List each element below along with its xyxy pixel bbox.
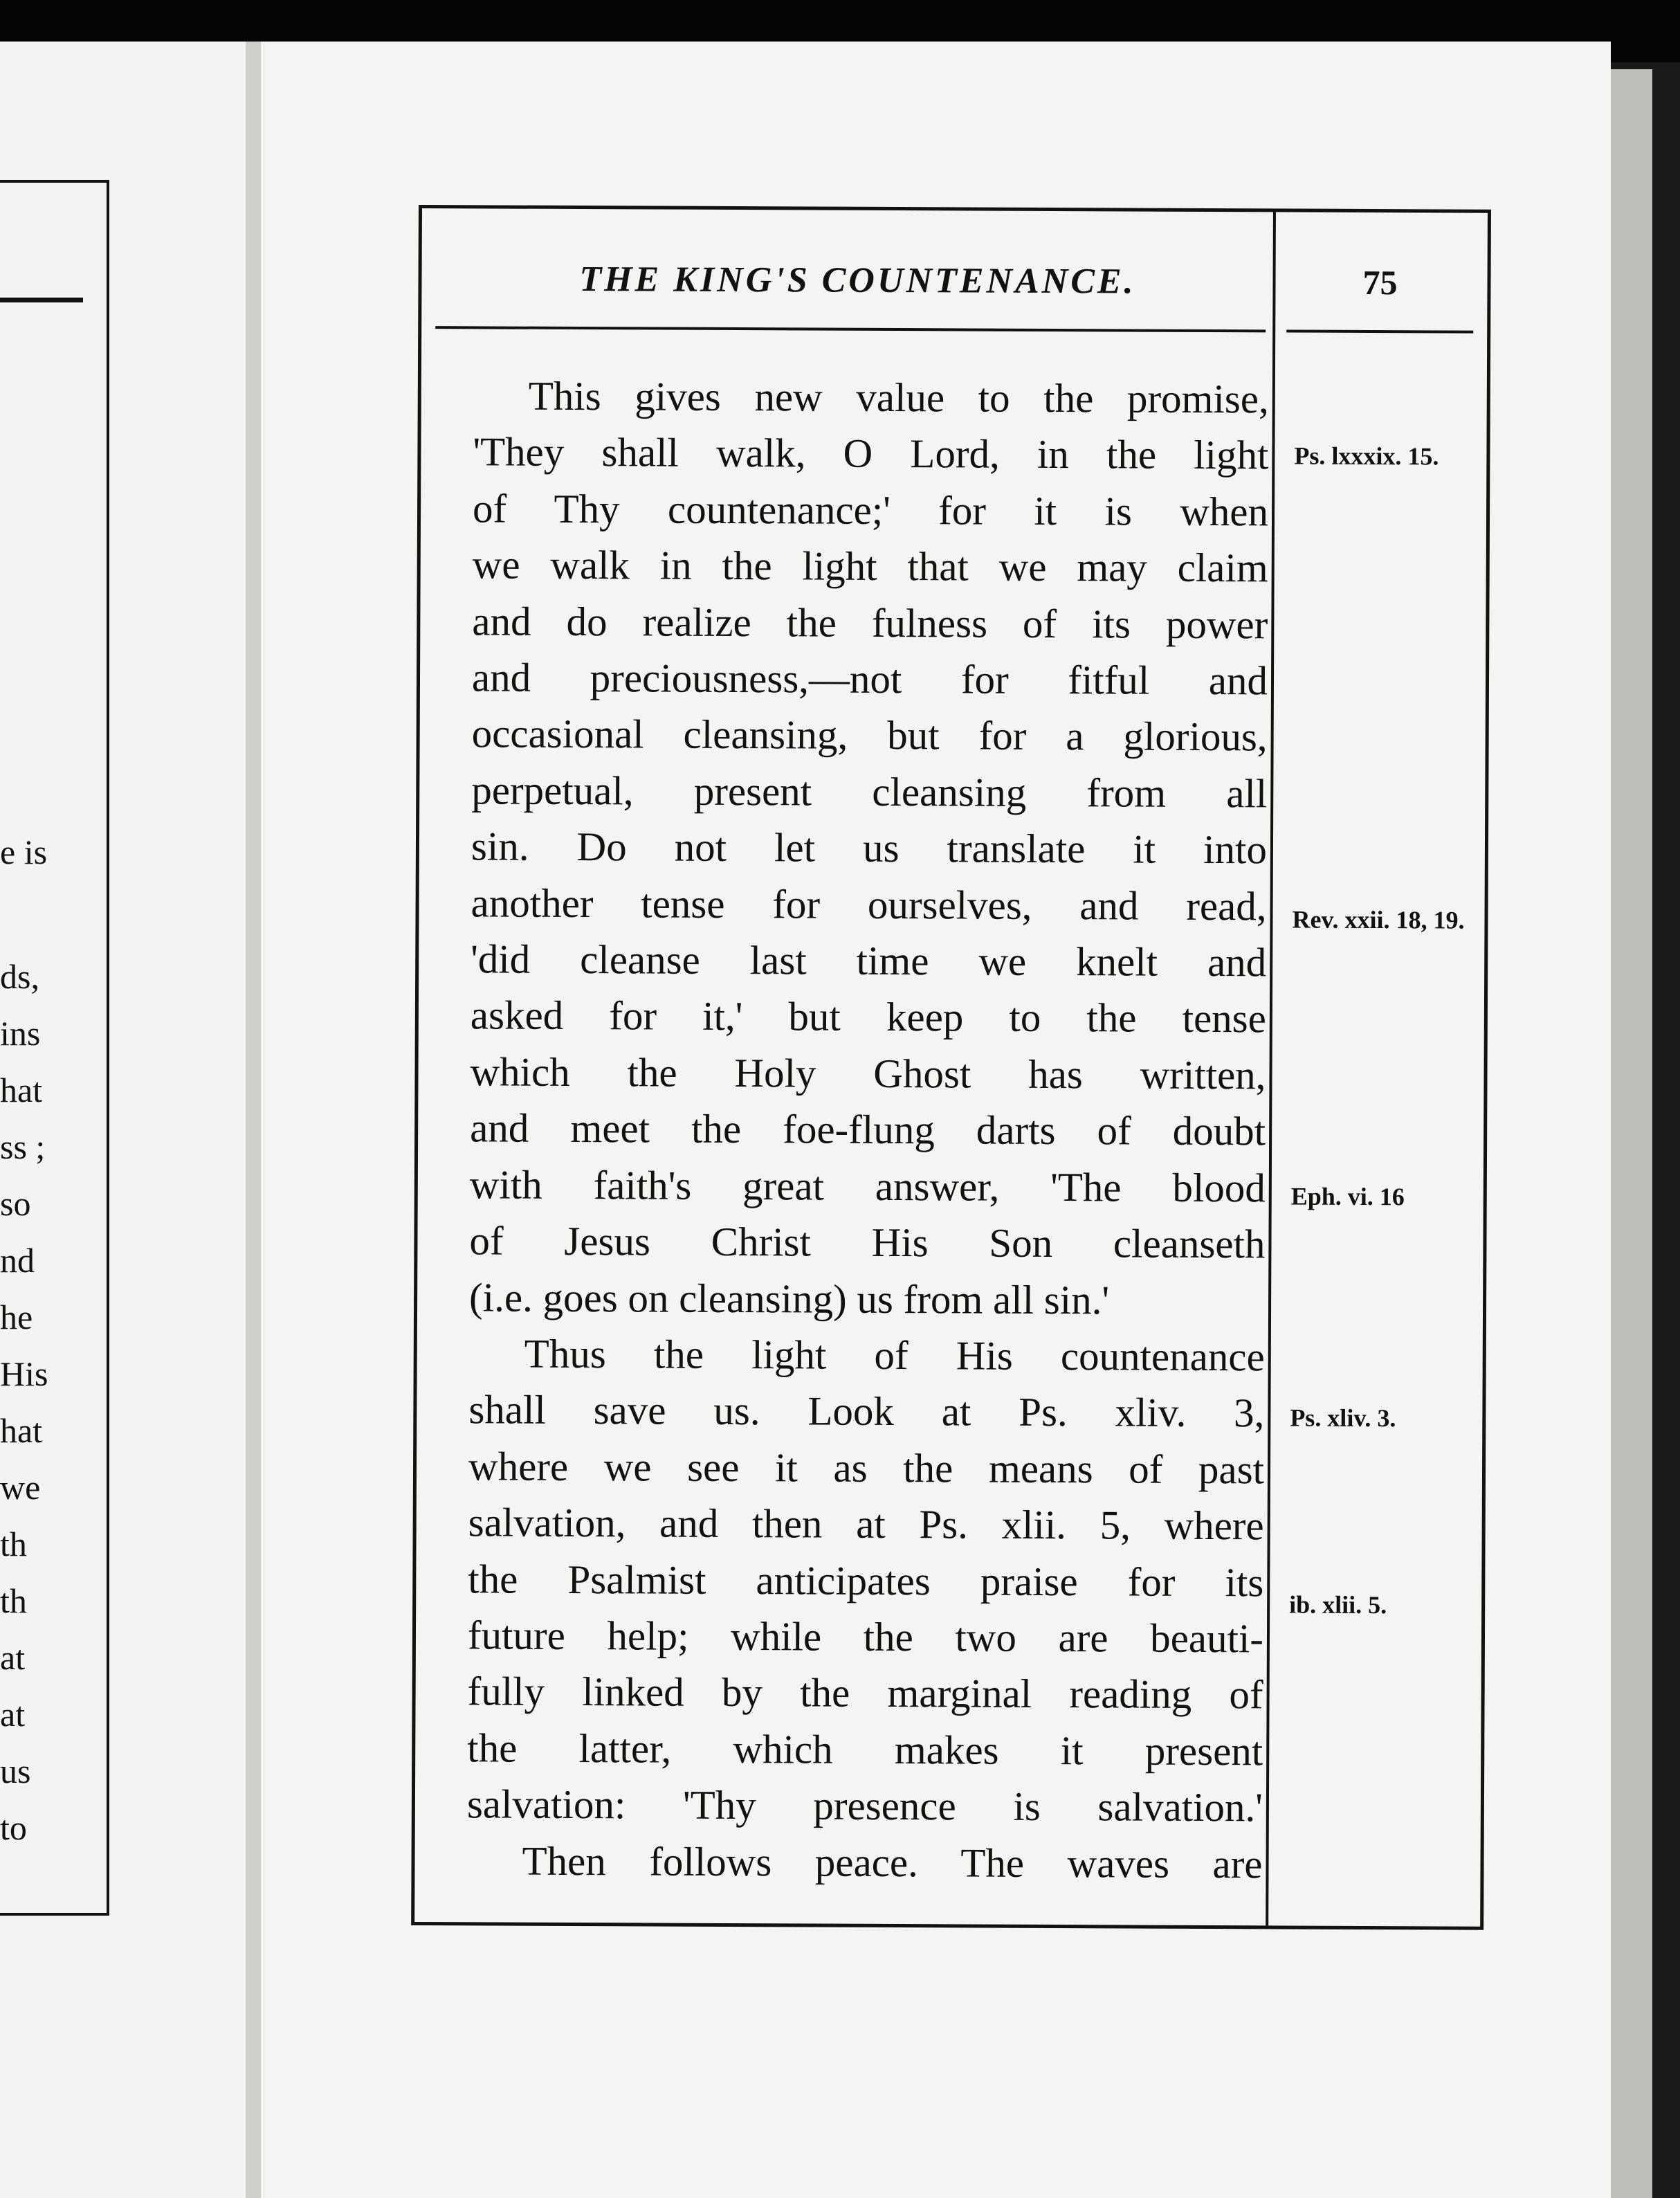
text-line: and preciousness,—not for fitful and <box>471 654 1268 704</box>
text-line: 'They shall walk, O Lord, in the light <box>473 428 1269 478</box>
page-frame <box>411 205 1491 1930</box>
text-line: future help; while the two are beauti- <box>467 1612 1264 1662</box>
text-line: salvation, and then at Ps. xlii. 5, where <box>468 1499 1264 1549</box>
body-text <box>466 367 1269 1892</box>
book-page <box>261 42 1611 2198</box>
running-head: THE KING'S COUNTENANCE. <box>579 260 1136 302</box>
text-line: Then follows peace. The waves are <box>522 1837 1263 1887</box>
text-line: occasional cleansing, but for a glorious, <box>471 710 1268 760</box>
header-rule <box>435 326 1266 332</box>
facing-page-text-fragment: so <box>0 1184 31 1223</box>
margin-note-ps-lxxxix: Ps. lxxxix. 15. <box>1294 442 1439 471</box>
facing-page-text-fragment: hat <box>0 1071 43 1109</box>
text-line: shall save us. Look at Ps. xliv. 3, <box>468 1386 1265 1436</box>
facing-page-text-fragment: th <box>0 1581 27 1620</box>
text-line: which the Holy Ghost has written, <box>470 1048 1266 1098</box>
facing-page-text-fragment: at <box>0 1695 26 1734</box>
margin-note-ib-xlii: ib. xlii. 5. <box>1289 1590 1387 1619</box>
text-line: of Thy countenance;' for it is when <box>472 485 1269 535</box>
margin-note-eph-vi: Eph. vi. 16 <box>1290 1182 1405 1211</box>
text-line: another tense for ourselves, and read, <box>471 879 1267 929</box>
text-line: with faith's great answer, 'The blood <box>469 1161 1266 1211</box>
facing-page-text-fragment: His <box>0 1354 48 1393</box>
page-number: 75 <box>1362 262 1398 302</box>
facing-page-text-fragment: we <box>0 1468 41 1507</box>
text-line: This gives new value to the promise, <box>528 372 1269 422</box>
text-line: (i.e. goes on cleansing) us from all sin.' <box>468 1273 1110 1323</box>
text-line: and do realize the fulness of its power <box>472 597 1268 647</box>
text-line: fully linked by the marginal reading of <box>467 1668 1263 1718</box>
facing-page-text-fragment: e is <box>0 833 48 871</box>
text-line: Thus the light of His countenance <box>524 1330 1265 1380</box>
facing-page-text-fragment: ds, <box>0 957 39 996</box>
header-rule-margin <box>1286 329 1473 333</box>
page-edge <box>1611 69 1652 2198</box>
text-line: salvation: 'Thy presence is salvation.' <box>466 1781 1263 1831</box>
book-gutter <box>246 42 261 2198</box>
facing-page-text-fragment: at <box>0 1638 26 1677</box>
text-line: asked for it,' but keep to the tense <box>470 992 1267 1042</box>
facing-page-text-fragment: to <box>0 1808 27 1847</box>
facing-page-text-fragment: ins <box>0 1014 41 1053</box>
text-line: sin. Do not let us translate it into <box>471 823 1268 873</box>
facing-page-text-fragment: ss ; <box>0 1127 46 1166</box>
text-line: we walk in the light that we may claim <box>472 541 1268 591</box>
facing-page-text-fragment: us <box>0 1752 31 1790</box>
text-line: where we see it as the means of past <box>468 1443 1265 1493</box>
text-line: perpetual, present cleansing from all <box>471 767 1268 817</box>
facing-page <box>0 42 257 2198</box>
margin-note-rev-xxii: Rev. xxii. 18, 19. <box>1292 905 1465 934</box>
facing-page-text-fragment: he <box>0 1298 33 1336</box>
margin-note-ps-xliv: Ps. xliv. 3. <box>1290 1404 1396 1433</box>
facing-page-text-fragment: th <box>0 1525 27 1563</box>
text-line: the Psalmist anticipates praise for its <box>468 1555 1264 1605</box>
facing-page-text-fragment: hat <box>0 1411 43 1450</box>
text-line: 'did cleanse last time we knelt and <box>471 936 1267 986</box>
facing-page-text-fragment: nd <box>0 1241 35 1280</box>
text-line: and meet the foe-flung darts of doubt <box>470 1105 1266 1154</box>
text-line: of Jesus Christ His Son cleanseth <box>469 1217 1266 1267</box>
facing-page-header-rule <box>0 298 83 302</box>
text-line: the latter, which makes it present <box>467 1725 1263 1774</box>
